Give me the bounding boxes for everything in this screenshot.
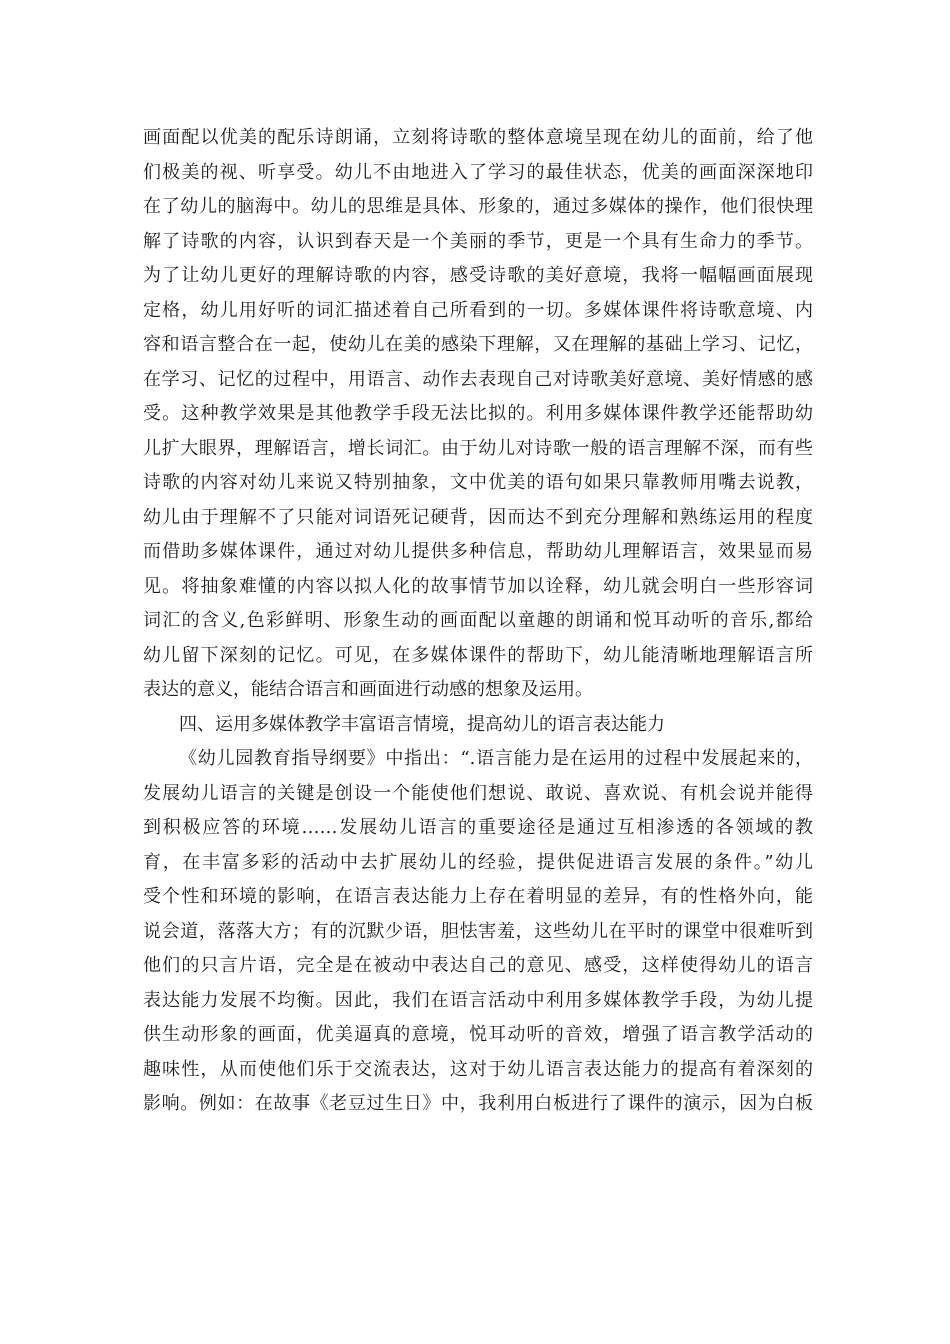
text-line: 幼儿留下深刻的记忆。可见，在多媒体课件的帮助下，幼儿能清晰地理解语言所	[143, 644, 813, 666]
text-line: 画面配以优美的配乐诗朗诵，立刻将诗歌的整体意境呈现在幼儿的面前，给了他	[143, 127, 813, 148]
paragraph	[143, 121, 813, 708]
text-line: 们极美的视、听享受。幼儿不由地进入了学习的最佳状态，优美的画面深深地印	[143, 161, 813, 183]
section-heading: 四、运用多媒体教学丰富语言情境，提高幼儿的语言表达能力	[179, 713, 665, 735]
text-line: 供生动形象的画面，优美逼真的意境，悦耳动听的音效，增强了语言教学活动的	[143, 1024, 813, 1045]
text-line: 到积极应答的环境……发展幼儿语言的重要途径是通过互相渗透的各领域的教	[143, 817, 813, 838]
text-line: 表达的意义，能结合语言和画面进行动感的想象及运用。	[143, 679, 593, 700]
body-text	[143, 121, 813, 1122]
text-line: 诗歌的内容对幼儿来说又特别抽象，文中优美的语句如果只靠教师用嘴去说教，	[143, 472, 813, 493]
text-line: 表达能力发展不均衡。因此，我们在语言活动中利用多媒体教学手段，为幼儿提	[143, 989, 813, 1011]
text-line: 而借助多媒体课件，通过对幼儿提供多种信息，帮助幼儿理解语言，效果显而易	[143, 541, 813, 562]
text-line: 在学习、记忆的过程中，用语言、动作去表现自己对诗歌美好意境、美好情感的感	[143, 368, 813, 390]
text-line: 为了让幼儿更好的理解诗歌的内容，感受诗歌的美好意境，我将一幅幅画面展现	[143, 265, 813, 286]
text-line: 影响。例如：在故事《老豆过生日》中，我利用白板进行了课件的演示，因为白板	[143, 1093, 813, 1114]
text-line: 育，在丰富多彩的活动中去扩展幼儿的经验，提供促进语言发展的条件。”幼儿	[143, 851, 813, 873]
text-line: 幼儿由于理解不了只能对词语死记硬背，因而达不到充分理解和熟练运用的程度	[143, 506, 813, 528]
text-line: 解了诗歌的内容，认识到春天是一个美丽的季节，更是一个具有生命力的季节。	[143, 230, 813, 252]
text-line: 见。将抽象难懂的内容以拟人化的故事情节加以诠释，幼儿就会明白一些形容词	[143, 575, 813, 597]
text-line: 趣味性，从而使他们乐于交流表达，这对于幼儿语言表达能力的提高有着深刻的	[143, 1058, 813, 1080]
text-line: 定格，幼儿用好听的词汇描述着自己所看到的一切。多媒体课件将诗歌意境、内	[143, 299, 813, 321]
text-line: 受个性和环境的影响，在语言表达能力上存在着明显的差异，有的性格外向，能	[143, 886, 813, 907]
text-line: 受。这种教学效果是其他教学手段无法比拟的。利用多媒体课件教学还能帮助幼	[143, 403, 813, 424]
text-line: 在了幼儿的脑海中。幼儿的思维是具体、形象的，通过多媒体的操作，他们很快理	[143, 196, 813, 217]
text-line: 儿扩大眼界，理解语言，增长词汇。由于幼儿对诗歌一般的语言理解不深，而有些	[143, 437, 813, 459]
text-line: 词汇的含义,色彩鲜明、形象生动的画面配以童趣的朗诵和悦耳动听的音乐,都给	[143, 610, 813, 631]
paragraph	[143, 742, 813, 1122]
text-line: 《幼儿园教育指导纲要》中指出：“.语言能力是在运用的过程中发展起来的，	[179, 748, 813, 769]
text-line: 说会道，落落大方；有的沉默少语，胆怯害羞，这些幼儿在平时的课堂中很难听到	[143, 920, 813, 942]
text-line: 容和语言整合在一起，使幼儿在美的感染下理解，又在理解的基础上学习、记忆，	[143, 334, 813, 355]
text-line: 他们的只言片语，完全是在被动中表达自己的意见、感受，这样使得幼儿的语言	[143, 955, 813, 976]
text-line: 发展幼儿语言的关键是创设一个能使他们想说、敢说、喜欢说、有机会说并能得	[143, 782, 813, 804]
